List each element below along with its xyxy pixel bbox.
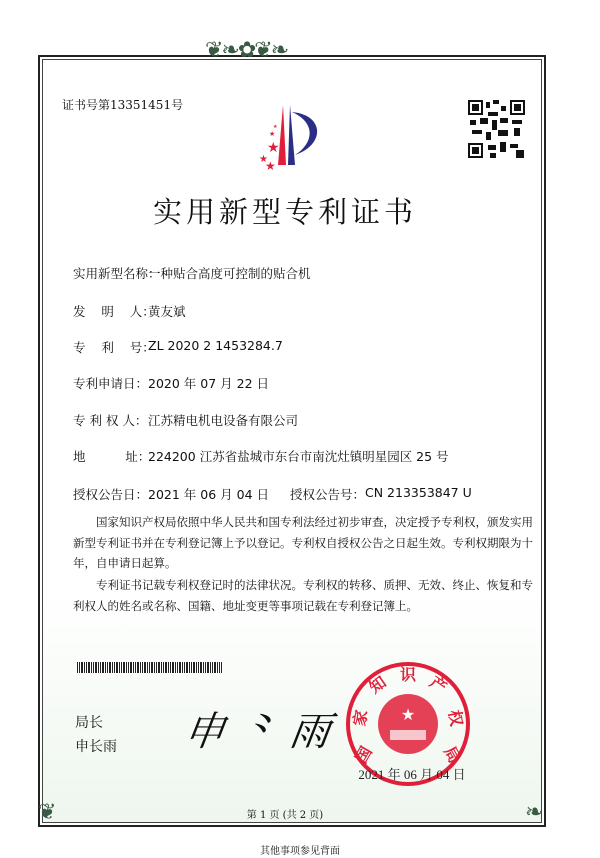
page-indicator: 第 1 页 (共 2 页) [246,810,324,821]
field-grant-date [73,485,269,503]
ornament-bottom-left: ❦ [38,800,55,825]
paragraph-legal-status: 专利证书记载专利权登记时的法律状况。专利权的转移、质押、无效、终止、恢复和专利权人的姓名或名称、国籍、地址变更等事项记载在专利登记簿上。 [73,578,533,613]
field-label: 专 利 号： [73,340,155,355]
svg-text:局: 局 [440,743,465,767]
field-value: ZL 2020 2 1453284.7 [148,338,283,353]
field-value: 224200 江苏省盐城市东台市南沈灶镇明星园区 25 号 [148,449,449,464]
svg-text:★: ★ [265,159,276,173]
field-value: 黄友斌 [148,304,186,319]
field-value: 一种贴合高度可控制的贴合机 [148,266,311,281]
field-label: 实用新型名称： [73,266,161,281]
svg-text:★: ★ [267,140,280,156]
director-signature: 申 ⺀ 雨 [181,709,334,755]
certificate-number: 证书号第13351451号 [62,98,184,112]
field-value: CN 213353847 U [365,485,472,500]
field-label: 授权公告号： [290,487,366,502]
field-label: 地 址： [73,449,151,464]
field-address [73,447,449,465]
svg-text:产: 产 [426,672,451,697]
svg-text:★: ★ [259,154,268,165]
field-patentee [73,411,299,429]
field-label: 发 明 人： [73,304,155,319]
seal-date: 2021 年 06 月 04 日 [358,767,466,782]
footer-note: 其他事项参见背面 [260,846,340,857]
svg-text:★: ★ [269,130,276,138]
cnipa-logo [245,100,335,190]
field-announcement-number [290,485,472,503]
certificate-title: 实用新型专利证书 [152,195,417,229]
field-utility-model-name [73,264,311,282]
ornament-bottom-right: ❧ [525,800,542,825]
director-name: 申长雨 [75,739,117,755]
field-value: 2021 年 06 月 04 日 [148,487,269,502]
svg-text:知: 知 [365,672,390,697]
svg-text:家: 家 [349,708,372,728]
svg-text:国: 国 [351,743,376,767]
svg-text:权: 权 [444,708,467,728]
paragraph-grant: 国家知识产权局依照中华人民共和国专利法经过初步审查，决定授予专利权，颁发实用新型专利证书并在专利登记簿上予以登记。专利权自授权公告之日起生效。专利权期限为十年，自申请日起算。 [73,515,533,570]
field-label: 专利申请日： [73,376,149,391]
svg-text:识: 识 [399,665,417,684]
field-application-date [73,374,269,392]
field-label: 专 利 权 人： [73,413,148,428]
field-label: 授权公告日： [73,487,149,502]
field-value: 江苏精电机电设备有限公司 [148,413,299,428]
svg-text:★: ★ [273,124,278,130]
field-inventor [73,302,186,320]
director-title: 局长 [75,715,103,731]
ornament-top: ❦❧✿❦❧ [205,38,288,63]
barcode [77,662,222,673]
field-patent-number [73,338,283,356]
svg-text:★: ★ [400,705,416,724]
qr-code [468,100,525,158]
field-value: 2020 年 07 月 22 日 [148,376,269,391]
